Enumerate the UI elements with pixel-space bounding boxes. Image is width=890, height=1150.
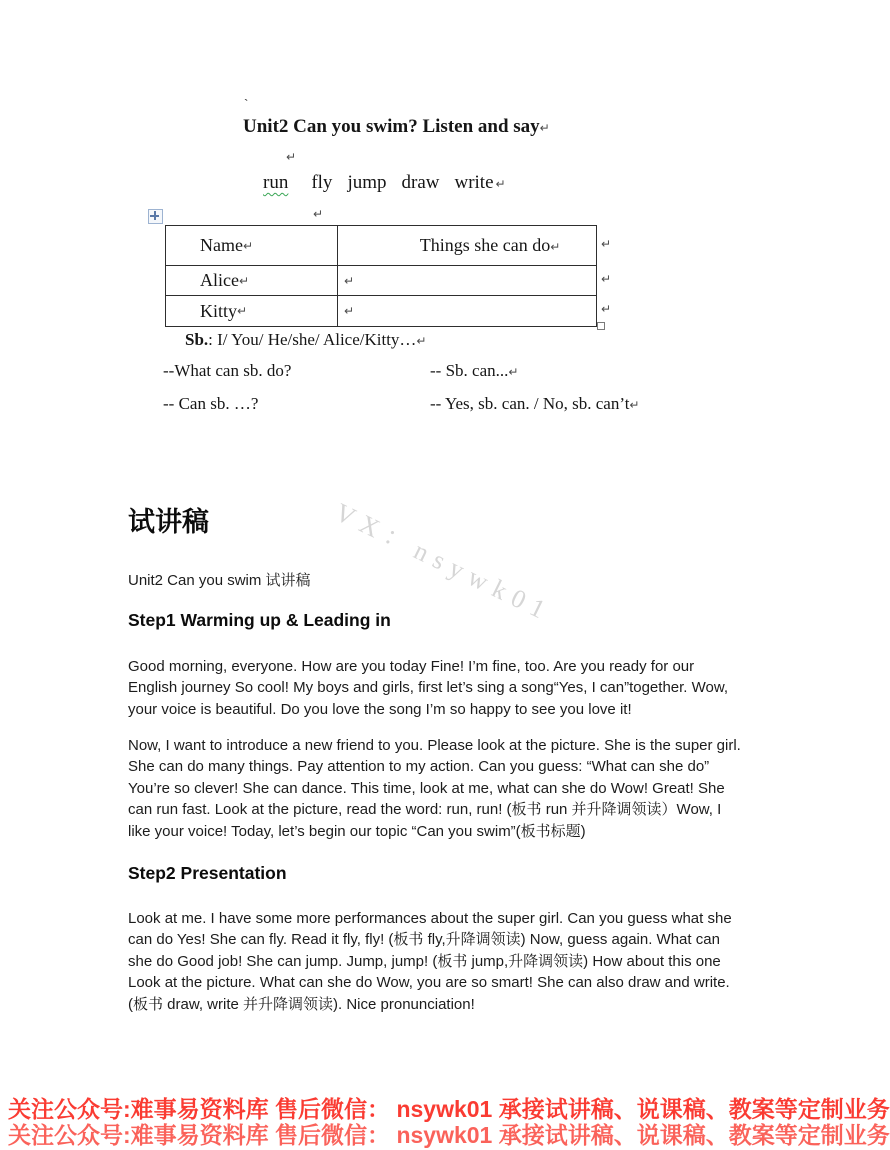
pilcrow-mark: ↵ — [313, 207, 324, 221]
word-item: run — [263, 172, 289, 193]
table-cell-alice: Alice ↵ — [166, 266, 338, 296]
watermark-text: VX：nsywk01 — [330, 497, 557, 628]
answer-pattern-1: -- Sb. can...↵ — [430, 361, 519, 380]
word-item: jump — [347, 172, 387, 193]
step1-paragraph-1: Good morning, everyone. How are you today Fine! I’m fine, too. Are you ready for our English journey So cool! My boys and girls, first let’s sing a song“Yes, I can”together. Wow, your voice is beautiful. Do you love the song I’m so happy to see you love it! — [128, 658, 729, 718]
worksheet-title — [243, 116, 550, 138]
pilcrow-mark: ↵ — [344, 304, 355, 318]
table-header-things: Things she can do↵ — [338, 226, 596, 266]
question-pattern-1: --What can sb. do? — [163, 361, 292, 380]
footer-promo-banner: 关注公众号:难事易资料库 售后微信： nsywk01 承接试讲稿、说课稿、教案等定制业务 — [8, 1096, 890, 1122]
pilcrow-mark: ↵ — [601, 272, 612, 286]
table-cell-kitty-things — [338, 296, 596, 326]
vocab-word-line — [263, 172, 506, 194]
step2-paragraph-1: Look at me. I have some more performances about the super girl. Can you guess what she can do Yes! She can fly. Read it fly, fly! (板书 fly,升降调领读) Now, guess again. What can she do Good job! She can jump. Jump, jump! (板书 jump,升降调领读) How about this one Look at the picture. What can she do Wow, you are so smart! She can also draw and write. (板书 draw, write 并升降调领读). Nice pronunciation! — [128, 910, 732, 1013]
pilcrow-mark: ↵ — [539, 121, 550, 135]
pilcrow-mark: ↵ — [344, 273, 355, 288]
pilcrow-mark: ↵ — [416, 334, 427, 348]
step1-paragraph-2: Now, I want to introduce a new friend to you. Please look at the picture. She is the super girl. She can do many things. Pay attention to my action. Can you guess: “What can she do” You’re so clever! She can dance. This time, look at me, what can she do Wow! Great! She can run fast. Look at the picture, read the word: run, run! (板书 run 并升降调领读）Wow, I like your voice! Today, let’s begin our topic “Can you swim”(板书标题) — [128, 737, 741, 840]
table-cell-alice-things — [338, 266, 596, 296]
script-subtitle: Unit2 Can you swim 试讲稿 — [128, 572, 311, 589]
sb-label: Sb. — [185, 330, 209, 349]
script-heading: 试讲稿 — [128, 507, 209, 537]
sentence-pattern-line — [185, 330, 426, 350]
worksheet-title-text: Unit2 Can you swim? Listen and say — [243, 116, 540, 137]
pilcrow-mark: ↵ — [601, 302, 612, 316]
pilcrow-mark: ↵ — [286, 150, 297, 164]
table-resize-handle-icon[interactable] — [597, 322, 605, 330]
pilcrow-mark: ↵ — [238, 273, 250, 288]
pilcrow-mark: ↵ — [550, 240, 561, 254]
pilcrow-mark: ↵ — [629, 398, 640, 412]
sb-rest: : I/ You/ He/she/ Alice/Kitty… — [208, 330, 417, 349]
pilcrow-mark: ↵ — [242, 238, 254, 253]
pilcrow-mark: ↵ — [508, 365, 519, 379]
table-move-handle-icon[interactable] — [148, 209, 163, 224]
pilcrow-mark: ↵ — [237, 304, 248, 318]
table-cell-kitty: Kitty ↵ — [166, 296, 338, 326]
word-item: draw — [401, 172, 440, 193]
stray-accent-mark: ` — [244, 96, 249, 111]
pilcrow-mark: ↵ — [495, 177, 506, 191]
footer-promo-banner-clipped: 关注公众号:难事易资料库 售后微信： nsywk01 承接试讲稿、说课稿、教案等定制业务 — [8, 1122, 890, 1148]
section-heading-step2: Step2 Presentation — [128, 863, 287, 883]
pilcrow-mark: ↵ — [601, 237, 612, 251]
table-header-name: Name ↵ — [166, 226, 338, 266]
answer-pattern-2: -- Yes, sb. can. / No, sb. can’t↵ — [430, 394, 640, 413]
word-item: write — [454, 172, 494, 193]
word-item: fly — [311, 172, 333, 193]
section-heading-step1: Step1 Warming up & Leading in — [128, 610, 391, 630]
question-pattern-2: -- Can sb. …? — [163, 394, 259, 413]
vocab-table — [165, 225, 597, 327]
